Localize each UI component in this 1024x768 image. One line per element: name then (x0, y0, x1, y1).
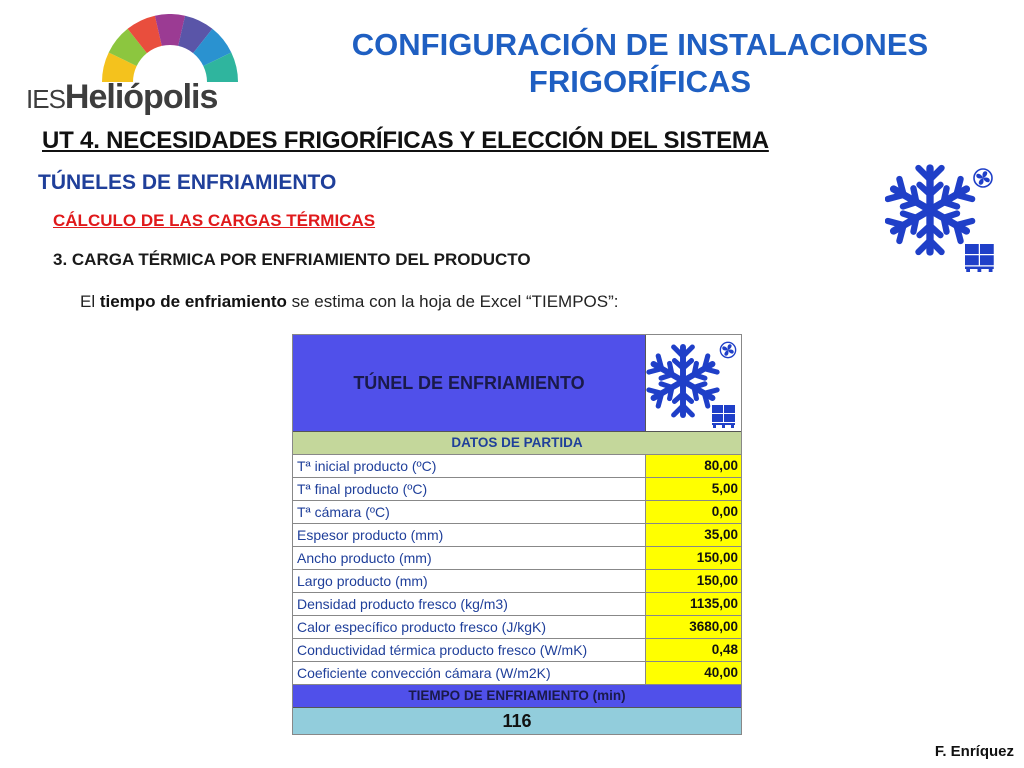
snowflake-icon (646, 335, 741, 431)
pallet-icon (712, 405, 735, 428)
table-icon-cell (645, 335, 741, 431)
row-label: Densidad producto fresco (kg/m3) (297, 596, 508, 612)
table-row (293, 547, 741, 570)
intro-pre: El (80, 292, 100, 311)
table-row (293, 478, 741, 501)
cooling-tunnel-table (292, 334, 742, 735)
row-value[interactable]: 0,00 (645, 501, 741, 523)
table-row (293, 570, 741, 593)
subsection-heading-link[interactable]: CÁLCULO DE LAS CARGAS TÉRMICAS (53, 211, 376, 230)
rainbow-fan-icon (22, 14, 252, 84)
table-row (293, 639, 741, 662)
snowflake-icon (885, 162, 1000, 272)
row-label: Conductividad térmica producto fresco (W/mK) (297, 642, 588, 658)
intro-bold: tiempo de enfriamiento (99, 292, 287, 311)
item-heading: 3. CARGA TÉRMICA POR ENFRIAMIENTO DEL PRODUCTO (53, 250, 531, 269)
row-label: Tª final producto (ºC) (297, 481, 428, 497)
row-label: Ancho producto (mm) (297, 550, 432, 566)
row-value[interactable]: 1135,00 (645, 593, 741, 615)
page-title (300, 26, 980, 100)
author: F. Enríquez (934, 743, 1014, 760)
fan-icon (720, 342, 735, 357)
table-title: TÚNEL DE ENFRIAMIENTO (293, 335, 645, 431)
page-title-line-1: CONFIGURACIÓN DE INSTALACIONES (351, 27, 929, 62)
table-rows (293, 455, 741, 685)
intro-post: se estima con la hoja de Excel “TIEMPOS”: (286, 292, 619, 311)
row-label: Coeficiente convección cámara (W/m2K) (297, 665, 551, 681)
logo-prefix: IES (26, 84, 65, 114)
result-label: TIEMPO DE ENFRIAMIENTO (min) (293, 685, 741, 708)
unit-heading: UT 4. NECESIDADES FRIGORÍFICAS Y ELECCIÓN DEL SISTEMA (42, 127, 769, 154)
table-row (293, 501, 741, 524)
table-row (293, 662, 741, 685)
row-value[interactable]: 40,00 (645, 662, 741, 684)
row-value[interactable]: 150,00 (645, 547, 741, 569)
row-label: Espesor producto (mm) (297, 527, 444, 543)
logo-name: Heliópolis (64, 78, 218, 116)
row-label: Tª inicial producto (ºC) (297, 458, 437, 474)
table-row (293, 593, 741, 616)
table-row (293, 455, 741, 478)
intro-text (80, 292, 619, 312)
logo-wordmark (26, 78, 217, 117)
row-value[interactable]: 150,00 (645, 570, 741, 592)
pallet-icon (965, 244, 994, 272)
datos-header: DATOS DE PARTIDA (293, 432, 741, 455)
section-heading: TÚNELES DE ENFRIAMIENTO (38, 171, 337, 194)
cold-tunnel-icon (885, 162, 1000, 272)
ies-heliopolis-logo (22, 14, 252, 114)
table-row (293, 616, 741, 639)
result-value: 116 (293, 708, 741, 734)
row-value[interactable]: 35,00 (645, 524, 741, 546)
row-value[interactable]: 0,48 (645, 639, 741, 661)
table-header (293, 335, 741, 432)
row-value[interactable]: 3680,00 (645, 616, 741, 638)
row-label: Tª cámara (ºC) (297, 504, 390, 520)
page-title-line-2: FRIGORÍFICAS (528, 64, 752, 99)
row-value[interactable]: 80,00 (645, 455, 741, 477)
fan-icon (974, 169, 992, 187)
row-value[interactable]: 5,00 (645, 478, 741, 500)
row-label: Largo producto (mm) (297, 573, 428, 589)
table-row (293, 524, 741, 547)
row-label: Calor específico producto fresco (J/kgK) (297, 619, 546, 635)
